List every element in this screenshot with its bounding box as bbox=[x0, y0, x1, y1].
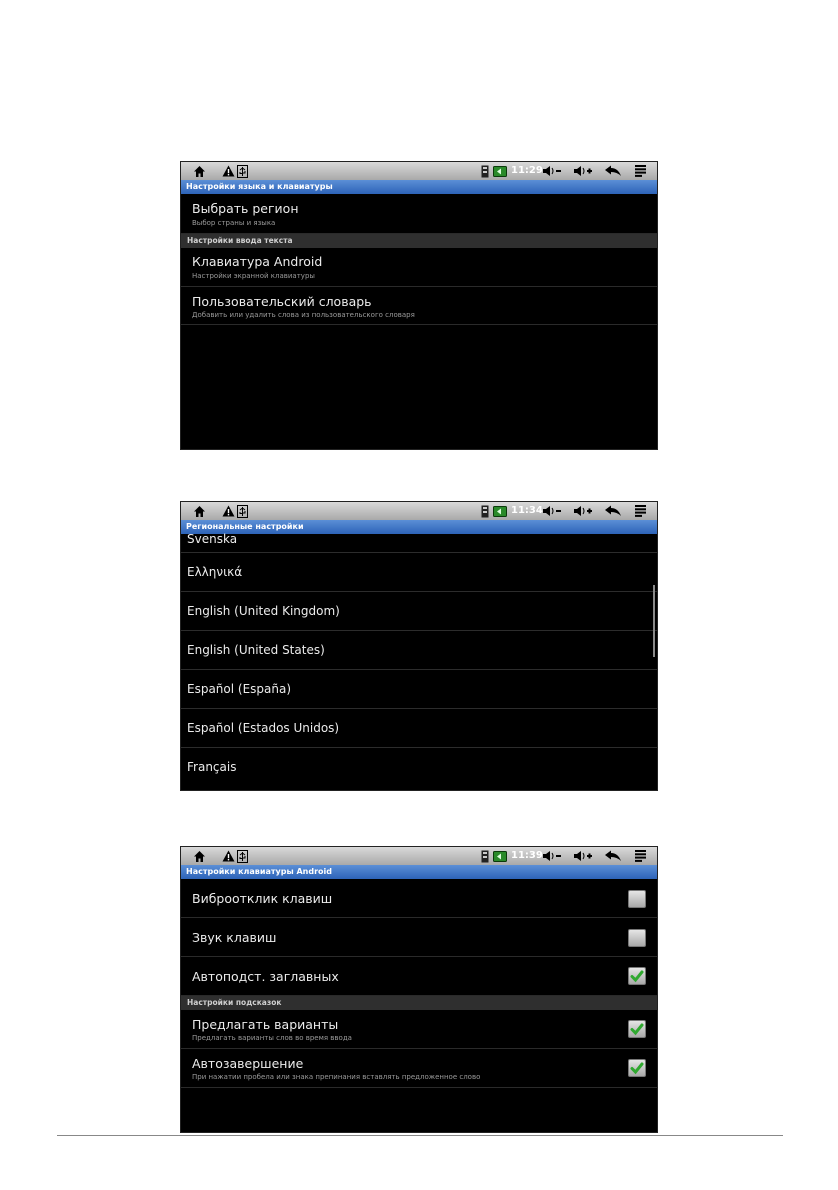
pref-title: Выбрать регион bbox=[192, 201, 299, 216]
list-item[interactable] bbox=[181, 709, 657, 748]
screen-android-keyboard-settings bbox=[181, 847, 657, 1132]
language-label: English (United Kingdom) bbox=[187, 604, 340, 618]
list-item[interactable] bbox=[181, 553, 657, 592]
volume-up-icon[interactable] bbox=[573, 164, 593, 178]
list-item[interactable] bbox=[181, 522, 657, 553]
pref-title: Пользовательский словарь bbox=[192, 294, 372, 309]
checkbox-checked[interactable] bbox=[628, 1020, 646, 1038]
volume-down-icon[interactable] bbox=[542, 164, 562, 178]
screen-language-keyboard bbox=[181, 162, 657, 449]
status-bar bbox=[181, 162, 657, 180]
back-icon[interactable] bbox=[604, 849, 622, 863]
language-label: Español (España) bbox=[187, 682, 292, 696]
usb-icon bbox=[236, 849, 248, 863]
pref-summary: Добавить или удалить слова из пользовательского словаря bbox=[192, 311, 415, 319]
usb-icon bbox=[236, 164, 248, 178]
volume-down-icon[interactable] bbox=[542, 504, 562, 518]
pref-title: Клавиатура Android bbox=[192, 254, 323, 269]
volume-down-icon[interactable] bbox=[542, 849, 562, 863]
pref-title: Звук клавиш bbox=[192, 930, 277, 945]
sd-card-icon bbox=[480, 164, 490, 178]
status-time: 11:34 bbox=[511, 505, 543, 516]
home-icon[interactable] bbox=[192, 849, 206, 863]
screen-title: Настройки языка и клавиатуры bbox=[181, 180, 657, 194]
screen-title: Региональные настройки bbox=[181, 520, 657, 534]
status-time: 11:29 bbox=[511, 165, 543, 176]
warning-icon bbox=[221, 164, 235, 178]
battery-icon bbox=[493, 164, 507, 178]
checkbox-checked[interactable] bbox=[628, 1059, 646, 1077]
language-label: English (United States) bbox=[187, 643, 325, 657]
pref-title: Автозавершение bbox=[192, 1056, 304, 1071]
pref-auto-capitalize[interactable] bbox=[181, 957, 657, 996]
battery-icon bbox=[493, 504, 507, 518]
pref-user-dictionary[interactable] bbox=[181, 287, 657, 325]
checkmark-icon bbox=[630, 1061, 644, 1075]
pref-summary: Предлагать варианты слов во время ввода bbox=[192, 1034, 352, 1042]
home-icon[interactable] bbox=[192, 164, 206, 178]
pref-key-vibration[interactable] bbox=[181, 879, 657, 918]
status-bar bbox=[181, 502, 657, 520]
volume-up-icon[interactable] bbox=[573, 504, 593, 518]
status-time: 11:39 bbox=[511, 850, 543, 861]
pref-title: Виброотклик клавиш bbox=[192, 891, 333, 906]
language-label: Svenska bbox=[187, 532, 238, 546]
list-item[interactable] bbox=[181, 631, 657, 670]
screen-title: Настройки клавиатуры Android bbox=[181, 865, 657, 879]
screen-regional-settings bbox=[181, 502, 657, 790]
scrollbar[interactable] bbox=[653, 585, 655, 657]
pref-summary: При нажатии пробела или знака препинания вставлять предложенное слово bbox=[192, 1073, 481, 1081]
menu-icon[interactable] bbox=[634, 164, 646, 178]
language-label: Français bbox=[187, 760, 237, 774]
pref-title: Автоподст. заглавных bbox=[192, 969, 339, 984]
home-icon[interactable] bbox=[192, 504, 206, 518]
checkbox[interactable] bbox=[628, 890, 646, 908]
list-item[interactable] bbox=[181, 592, 657, 631]
pref-title: Предлагать варианты bbox=[192, 1017, 339, 1032]
pref-select-region[interactable] bbox=[181, 194, 657, 234]
checkmark-icon bbox=[630, 1022, 644, 1036]
volume-up-icon[interactable] bbox=[573, 849, 593, 863]
pref-auto-complete[interactable] bbox=[181, 1049, 657, 1088]
checkmark-icon bbox=[630, 969, 644, 983]
page-divider bbox=[57, 1135, 783, 1136]
back-icon[interactable] bbox=[604, 504, 622, 518]
back-icon[interactable] bbox=[604, 164, 622, 178]
pref-suggest-words[interactable] bbox=[181, 1010, 657, 1049]
language-label: Español (Estados Unidos) bbox=[187, 721, 340, 735]
battery-icon bbox=[493, 849, 507, 863]
menu-icon[interactable] bbox=[634, 849, 646, 863]
menu-icon[interactable] bbox=[634, 504, 646, 518]
warning-icon bbox=[221, 849, 235, 863]
language-label: Ελληνικά bbox=[187, 565, 243, 579]
status-bar bbox=[181, 847, 657, 865]
pref-key-sound[interactable] bbox=[181, 918, 657, 957]
pref-android-keyboard[interactable] bbox=[181, 248, 657, 287]
pref-summary: Выбор страны и языка bbox=[192, 219, 276, 227]
checkbox[interactable] bbox=[628, 929, 646, 947]
category-header: Настройки подсказок bbox=[181, 996, 657, 1010]
sd-card-icon bbox=[480, 504, 490, 518]
category-header: Настройки ввода текста bbox=[181, 234, 657, 248]
warning-icon bbox=[221, 504, 235, 518]
checkbox-checked[interactable] bbox=[628, 967, 646, 985]
list-item[interactable] bbox=[181, 748, 657, 786]
pref-summary: Настройки экранной клавиатуры bbox=[192, 272, 315, 280]
list-item[interactable] bbox=[181, 670, 657, 709]
usb-icon bbox=[236, 504, 248, 518]
sd-card-icon bbox=[480, 849, 490, 863]
